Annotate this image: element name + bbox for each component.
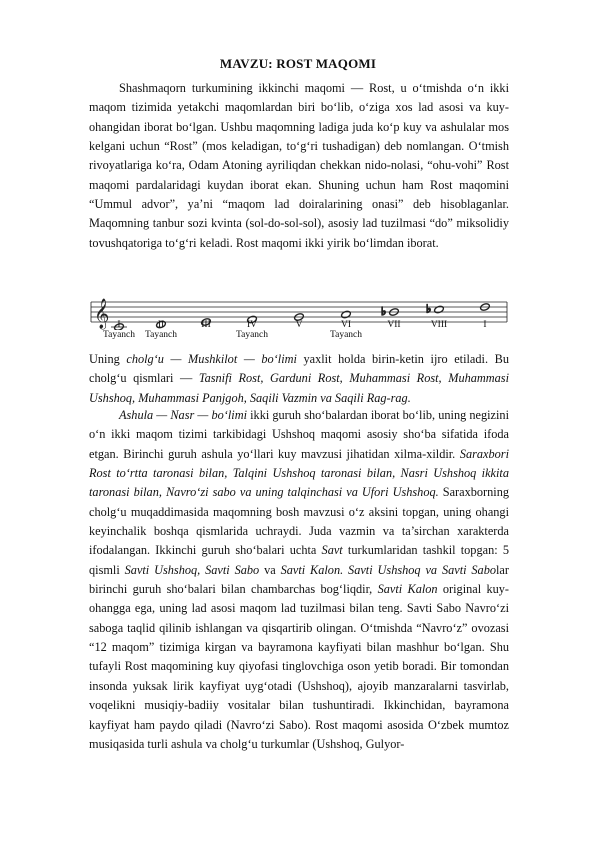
degree-label: V <box>295 320 303 330</box>
treble-clef-icon: 𝄞 <box>94 299 110 329</box>
degree-label: VI <box>340 320 352 330</box>
whole-note <box>341 310 352 319</box>
music-scale-figure <box>89 296 509 352</box>
degree-label: II <box>157 320 165 330</box>
degree-label: I <box>117 320 121 330</box>
paragraph-ashula: Ashula — Nasr — bo‘limi ikki guruh sho‘balardan iborat bo‘lib, uning negizini o‘n ikki maqom tizimi tarkibidagi Ushshoq maqomi asosiy sho‘ba sifatida ifoda etgan. Birinchi guruh ashula yo‘llari kuy mavzusi jihatidan xilma-xildir. Saraxbori Rost to‘rtta taronasi bilan, Talqini Ushshoq taronasi bilan, Nasri Ushshoq ikkita taronasi bilan, Navro‘zi sabo va uning talqinchasi va Ufori Ushshoq. Saraxborning cholg‘u muqaddimasida maqomning bosh mavzusi o‘z aksini topgan, uning ohangi keyinchalik boshqa qismlarida uchraydi. Juda vazmin va ta’sirchan xarakterda ifodalangan. Ikkinchi guruh sho‘balari uchta Savt turkumlaridan tashkil topgan: 5 qismli Savti Ushshoq, Savti Sabo va Savti Kalon. Savti Ushshoq va Savti Sabolar birinchi guruh sho‘balari bilan chambarchas bog‘liqdir, Savti Kalon original kuy-ohangga ega, uning lad asosi maqom lad tuzilmasi bilan teng. Savti Sabo Navro‘zi saboga taqlid qilinib ishlangan va qisqartirib olingan. O‘tmishda “Navro‘z” ovozasi “12 maqom” tizimiga kirgan va bayramona kayfiyati bilan mashhur bo‘lgan. Shu tufayli Rost maqomining kuy qiyofasi tinglovchiga oson yetib boradi. Bir tomondan insonda yuksak lirik kayfiyat uyg‘otadi (Ushshoq), ajoyib manzaralarni tasvirlab, voqelikni musiqiy-badiiy vositalar bilan tushuntiradi. Ikkinchidan, bayramona kayfiyat ham paydo qiladi (Navro‘zi Sabo). Rost maqomi asosida O‘zbek mumtoz musiqasida turli ashula va cholg‘u turkumlar (Ushshoq, Gulyor- <box>89 408 509 751</box>
paragraph-intro <box>89 79 509 253</box>
tayanch-label: Tayanch <box>329 330 363 340</box>
flat-sign-icon: ♭ <box>381 305 387 318</box>
tayanch-label: Tayanch <box>102 330 136 340</box>
ashula-section-name: Ashula — Nasr — bo‘limi <box>119 408 247 422</box>
paragraph-intro-text: Shashmaqorn turkumining ikkinchi maqomi — Rost, u o‘tmishda o‘n ikki maqom tizimida yetakchi maqomlardan biri bo‘lib, o‘ziga xos lad asosi va kuy-ohangidan iborat bo‘lgan. Ushbu maqomning ladiga juda ko‘p kuy va ashulalar mos kelgani uchun “Rost” (mos keladigan, to‘g‘ri tushadigan) deb nomlangan. O‘tmish rivoyatlariga ko‘ra, Odam Atoning ayriliqdan chekkan nido-nolasi, “ohu-vohi” Rost maqomi pardalaridagi kuydan iborat ekan. Shuning uchun ham Rost maqomini “Ummul advor”, ya’ni “maqom lad doiralarining onasi” deb hisoblaganlar. Maqomning tanbur sozi kvinta (sol-do-sol-sol), asosiy lad tuzilmasi “do” miksolidiy tovushqatoriga to‘g‘ri keladi. Rost maqomi ikki yirik bo‘limdan iborat. <box>89 81 509 250</box>
degree-label: I <box>483 320 487 330</box>
first-group-list: Saraxbori Rost to‘rtta taronasi bilan, Talqini Ushshoq taronasi bilan, Nasri Ushshoq ikkita taronasi bilan, Navro‘zi sabo va uning talqinchasi va Ufori Ushshoq. <box>89 446 509 500</box>
tayanch-label: Tayanch <box>235 330 269 340</box>
paragraph-cholgu: Uning cholg‘u — Mushkilot — bo‘limi yaxlit holda birin-ketin ijro etiladi. Bu cholg‘u qismlari — Tasnifi Rost, Garduni Rost, Muhammasi Rost, Muhammasi Ushshoq, Muhammasi Panjgoh, Saqili Vazmin va Saqili Rag-rag. <box>89 352 509 405</box>
staff-lines <box>91 302 507 322</box>
page-title: MAVZU: ROST MAQOMI <box>219 56 377 71</box>
degree-label: VIII <box>430 320 448 330</box>
degree-label: IV <box>246 320 258 330</box>
cholgu-section-name: cholg‘u — Mushkilot — bo‘limi <box>126 352 297 366</box>
tayanch-label: Tayanch <box>144 330 178 340</box>
degree-label: VII <box>387 320 401 330</box>
cholgu-parts-list: Tasnifi Rost, Garduni Rost, Muhammasi Rost, Muhammasi Ushshoq, Muhammasi Panjgoh, Saqili Vazmin va Saqili Rag-rag. <box>89 371 509 405</box>
flat-sign-icon: ♭ <box>426 302 432 316</box>
whole-note <box>434 305 445 314</box>
degree-label: III <box>201 320 211 330</box>
